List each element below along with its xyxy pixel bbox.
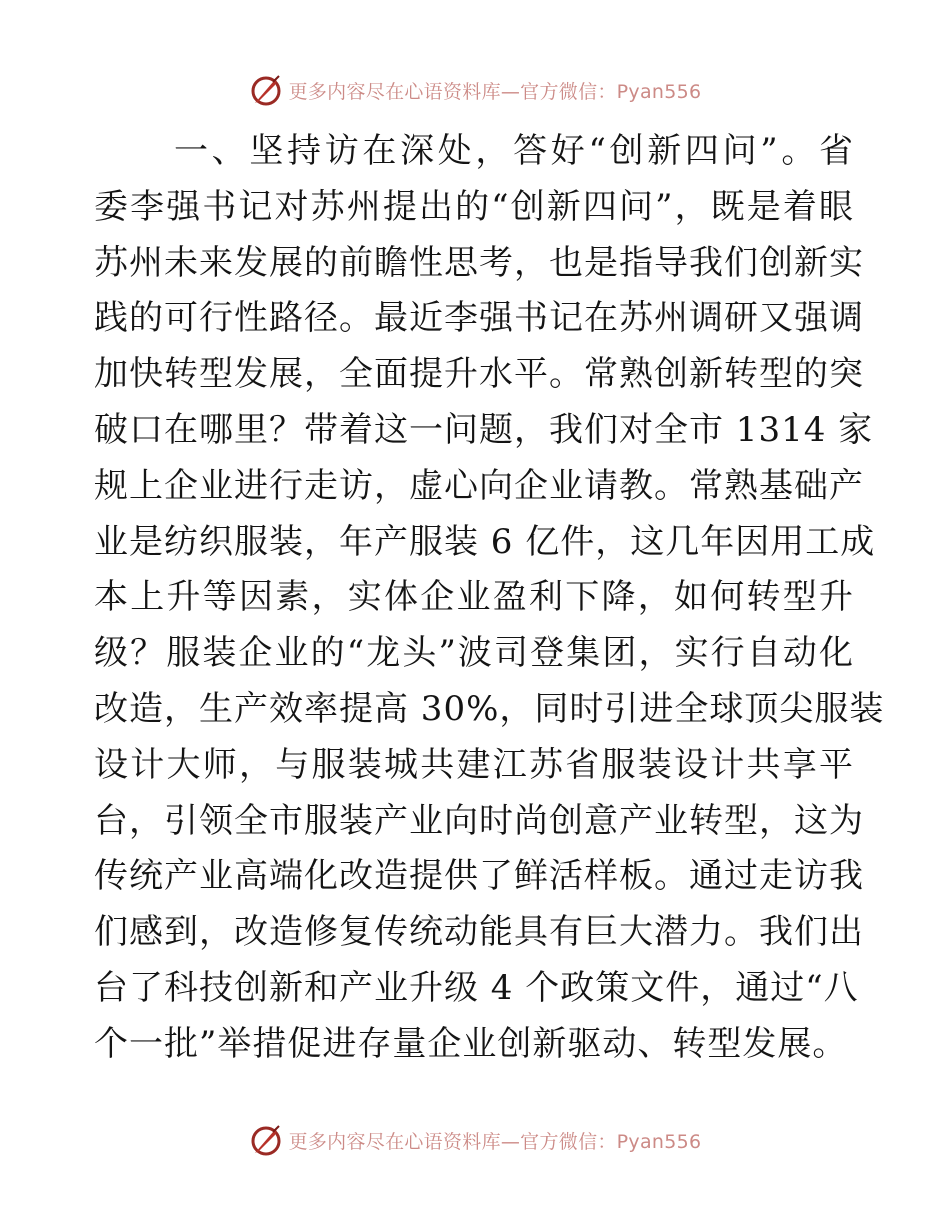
paragraph-line: 个一批”举措促进存量企业创新驱动、转型发展。 <box>94 1023 848 1064</box>
paragraph-line: 加快转型发展，全面提升水平。常熟创新转型的突 <box>94 354 864 395</box>
footer-watermark-text: 更多内容尽在心语资料库—官方微信：Pyan556 <box>288 1130 702 1153</box>
paragraph-line: 业是纺织服装，年产服装 6 亿件，这几年因用工成 <box>94 521 876 562</box>
quill-pen-logo-icon <box>249 73 283 107</box>
footer-watermark <box>0 1120 950 1160</box>
paragraph-line: 苏州未来发展的前瞻性思考，也是指导我们创新实 <box>94 242 864 283</box>
paragraph-line: 破口在哪里？带着这一问题，我们对全市 1314 家 <box>94 409 874 450</box>
paragraph-line: 们感到，改造修复传统动能具有巨大潜力。我们出 <box>94 912 864 953</box>
paragraph-line: 本上升等因素，实体企业盈利下降，如何转型升 <box>94 577 854 618</box>
header-watermark <box>0 70 950 110</box>
document-body <box>94 124 885 1073</box>
paragraph-line: 台，引领全市服装产业向时尚创意产业转型，这为 <box>94 800 864 841</box>
paragraph-line: 规上企业进行走访，虚心向企业请教。常熟基础产 <box>94 465 864 506</box>
paragraph-line: 传统产业高端化改造提供了鲜活样板。通过走访我 <box>94 856 864 897</box>
quill-pen-logo-icon <box>249 1123 283 1157</box>
paragraph-line: 级？服装企业的“龙头”波司登集团，实行自动化 <box>94 633 854 674</box>
paragraph-line: 设计大师，与服装城共建江苏省服装设计共享平 <box>94 744 854 785</box>
paragraph-line: 一、坚持访在深处，答好“创新四问”。省 <box>174 131 854 171</box>
paragraph-line: 台了科技创新和产业升级 4 个政策文件，通过“八 <box>94 967 859 1008</box>
paragraph-line: 委李强书记对苏州提出的“创新四问”，既是着眼 <box>94 186 854 227</box>
paragraph-line: 践的可行性路径。最近李强书记在苏州调研又强调 <box>94 298 864 339</box>
paragraph-line: 改造，生产效率提高 30%，同时引进全球顶尖服装 <box>94 688 885 729</box>
header-watermark-text: 更多内容尽在心语资料库—官方微信：Pyan556 <box>288 80 702 103</box>
